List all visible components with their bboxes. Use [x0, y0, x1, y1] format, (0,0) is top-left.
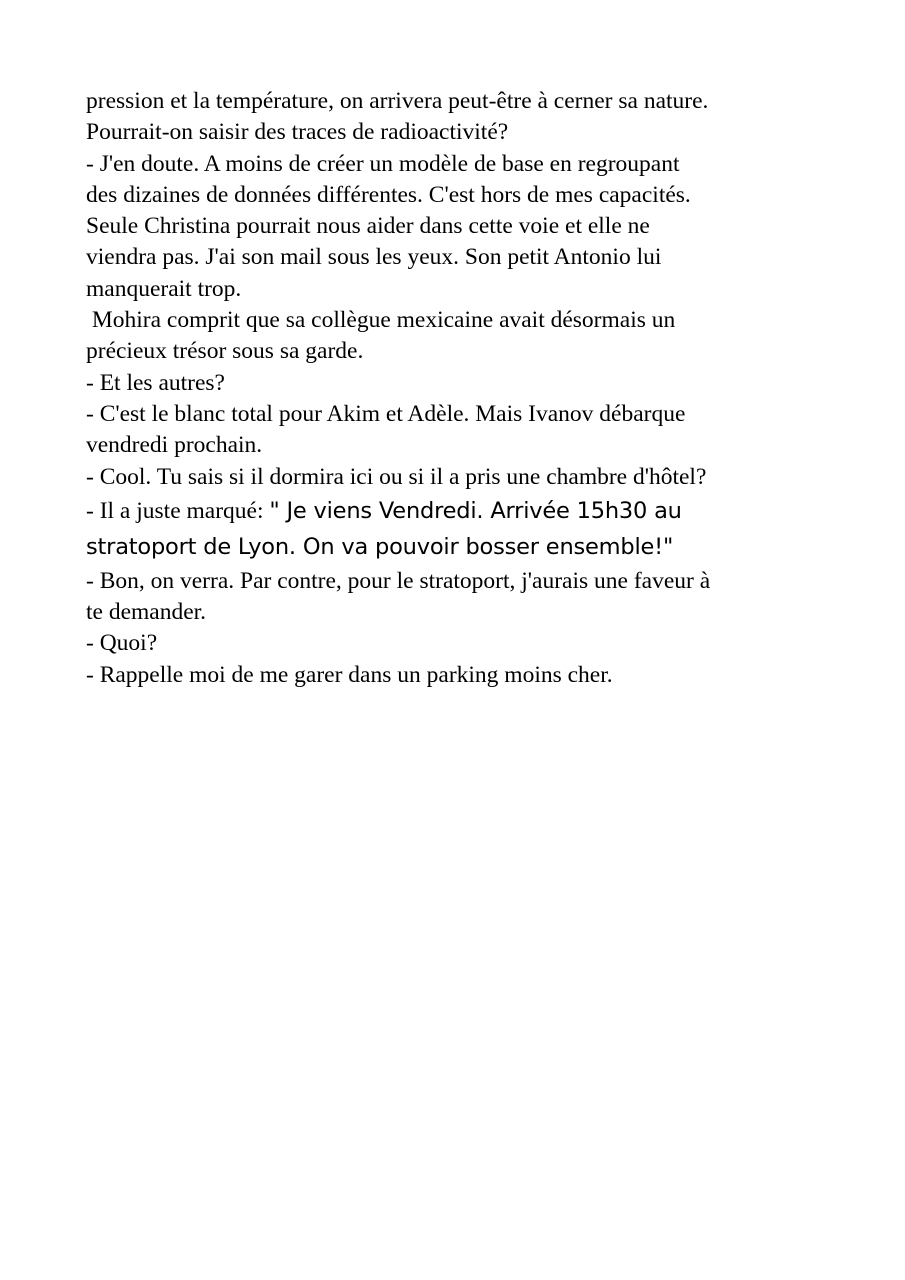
quote-line-1 — [86, 493, 826, 530]
quote-line-2 — [86, 529, 826, 566]
quote-text-part-2: stratoport de Lyon. On va pouvoir bosser ensemble!" — [86, 534, 674, 561]
quote-text-part-1: " Je viens Vendredi. Arrivée 15h30 au — [269, 497, 682, 524]
text-line: - Et les autres? — [86, 369, 225, 396]
text-line: - Quoi? — [86, 630, 158, 657]
text-line: - Rappelle moi de me garer dans un parking moins cher. — [86, 661, 613, 688]
text-line: te demander. — [86, 599, 207, 626]
text-line: viendra pas. J'ai son mail sous les yeux. Son petit Antonio lui — [86, 244, 662, 271]
text-line: - Bon, on verra. Par contre, pour le stratoport, j'aurais une faveur à — [86, 567, 711, 594]
text-line: - C'est le blanc total pour Akim et Adèle. Mais Ivanov débarque — [86, 400, 686, 427]
text-line: des dizaines de données différentes. C'est hors de mes capacités. — [86, 181, 691, 208]
text-line: manquerait trop. — [86, 275, 242, 302]
text-line: pression et la température, on arrivera peut-être à cerner sa nature. — [86, 88, 709, 114]
text-line: Pourrait-on saisir des traces de radioactivité? — [86, 119, 509, 146]
body-text — [86, 86, 826, 691]
text-line: précieux trésor sous sa garde. — [86, 338, 364, 365]
quote-prefix: - Il a juste marqué: — [86, 497, 270, 524]
text-line: vendredi prochain. — [86, 432, 263, 459]
text-line: - Cool. Tu sais si il dormira ici ou si il a pris une chambre d'hôtel? — [86, 463, 707, 490]
text-line: - J'en doute. A moins de créer un modèle de base en regroupant — [86, 150, 680, 177]
text-line: Seule Christina pourrait nous aider dans cette voie et elle ne — [86, 213, 650, 240]
text-line: Mohira comprit que sa collègue mexicaine avait désormais un — [86, 307, 676, 334]
